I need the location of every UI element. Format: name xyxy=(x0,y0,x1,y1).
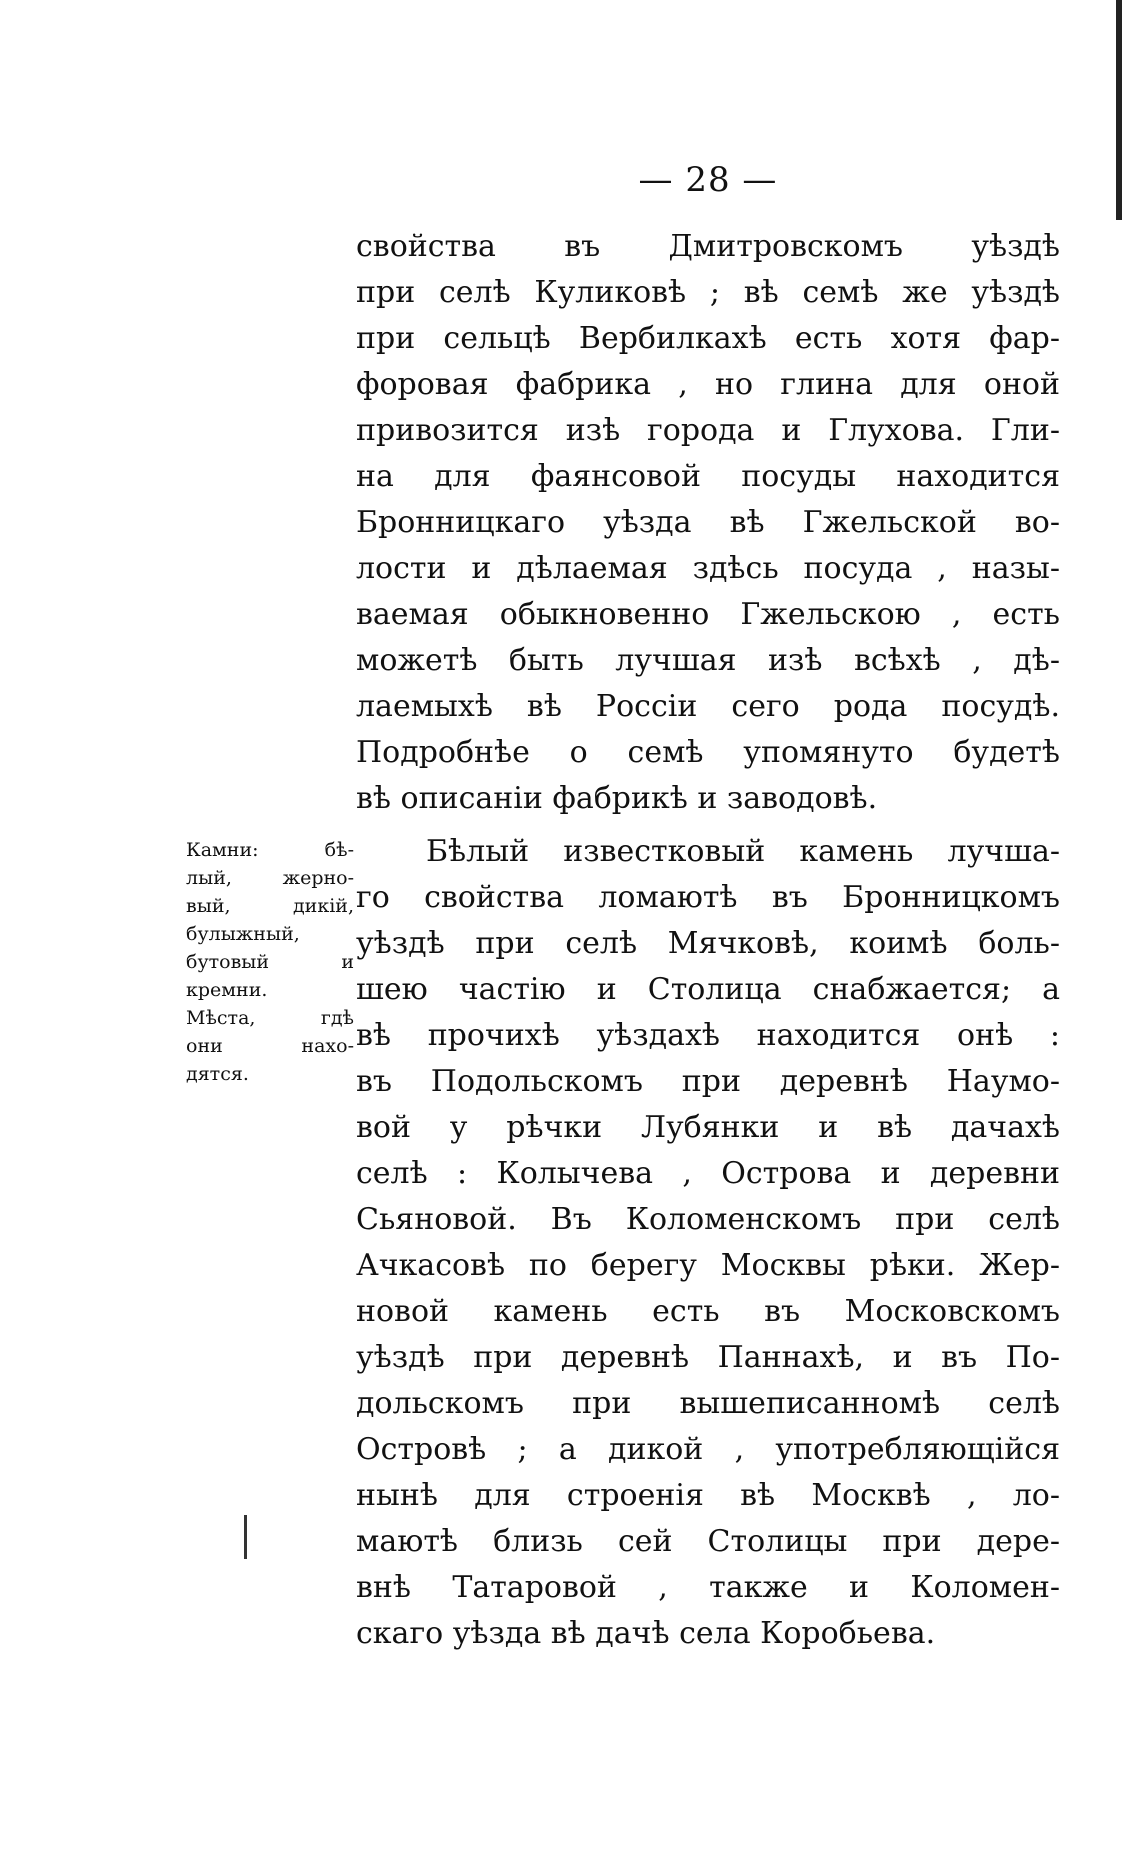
text-line: дольскомъ при вышеписанномѣ селѣ xyxy=(356,1386,1060,1421)
page-number: — 28 — xyxy=(638,160,778,200)
text-line: форовая фабрика , но глина для оной xyxy=(356,367,1060,402)
text-line: на для фаянсовой посуды находится xyxy=(356,459,1060,494)
text-line: лаемыхѣ вѣ Россіи сего рода посудѣ. xyxy=(356,689,1060,724)
margin-note-line: бутовый и xyxy=(186,951,354,973)
text-line: нынѣ для строенія вѣ Москвѣ , ло- xyxy=(356,1478,1060,1513)
text-line: вѣ прочихѣ уѣздахѣ находится онѣ : xyxy=(356,1018,1060,1053)
text-line: селѣ : Колычева , Острова и деревни xyxy=(356,1156,1060,1191)
text-line: Сьяновой. Въ Коломенскомъ при селѣ xyxy=(356,1202,1060,1237)
paragraph-1 xyxy=(356,224,1060,822)
margin-note-line: Камни: бѣ- xyxy=(186,839,354,861)
text-line: уѣздѣ при селѣ Мячковѣ, коимѣ боль- xyxy=(356,926,1060,961)
margin-note-line: Мѣста, гдѣ xyxy=(186,1007,354,1029)
margin-mark xyxy=(244,1515,247,1559)
text-line: уѣздѣ при деревнѣ Паннахѣ, и въ По- xyxy=(356,1340,1060,1375)
text-line: вой у рѣчки Лубянки и вѣ дачахѣ xyxy=(356,1110,1060,1145)
text-line: лости и дѣлаемая здѣсь посуда , назы- xyxy=(356,551,1060,586)
margin-note-line: вый, дикій, xyxy=(186,895,354,917)
margin-note-line: дятся. xyxy=(186,1063,249,1085)
text-line: въ Подольскомъ при деревнѣ Наумо- xyxy=(356,1064,1060,1099)
margin-note-line: кремни. xyxy=(186,979,268,1001)
text-line: Подробнѣе о семѣ упомянуто будетѣ xyxy=(356,735,1060,770)
page-edge-rule xyxy=(1116,0,1122,220)
text-line: можетѣ быть лучшая изѣ всѣхѣ , дѣ- xyxy=(356,643,1060,678)
margin-note-line: они нахо- xyxy=(186,1035,354,1057)
text-line: шею частію и Столица снабжается; а xyxy=(356,972,1060,1007)
paragraph-2 xyxy=(356,829,1060,1657)
text-line: новой камень есть въ Московскомъ xyxy=(356,1294,1060,1329)
text-line: при сельцѣ Вербилкахѣ есть хотя фар- xyxy=(356,321,1060,356)
text-line: внѣ Татаровой , также и Коломен- xyxy=(356,1570,1060,1605)
text-line: скаго уѣзда вѣ дачѣ села Коробьева. xyxy=(356,1616,936,1651)
text-line: вѣ описаніи фабрикѣ и заводовѣ. xyxy=(356,781,878,816)
text-line: го свойства ломаютѣ въ Бронницкомъ xyxy=(356,880,1060,915)
text-line: Ачкасовѣ по берегу Москвы рѣки. Жер- xyxy=(356,1248,1060,1283)
text-line: Бронницкаго уѣзда вѣ Гжельской во- xyxy=(356,505,1060,540)
margin-note-line: лый, жерно- xyxy=(186,867,354,889)
text-line: маютѣ близь сей Столицы при дере- xyxy=(356,1524,1060,1559)
text-line: ваемая обыкновенно Гжельскою , есть xyxy=(356,597,1060,632)
text-line: Островѣ ; а дикой , употребляющійся xyxy=(356,1432,1060,1467)
text-line: Бѣлый известковый камень лучша- xyxy=(426,834,1060,869)
margin-note xyxy=(186,836,354,1088)
margin-note-line: булыжный, xyxy=(186,923,300,945)
text-line: свойства въ Дмитровскомъ уѣздѣ xyxy=(356,229,1060,264)
text-line: при селѣ Куликовѣ ; вѣ семѣ же уѣздѣ xyxy=(356,275,1060,310)
text-line: привозится изѣ города и Глухова. Гли- xyxy=(356,413,1060,448)
